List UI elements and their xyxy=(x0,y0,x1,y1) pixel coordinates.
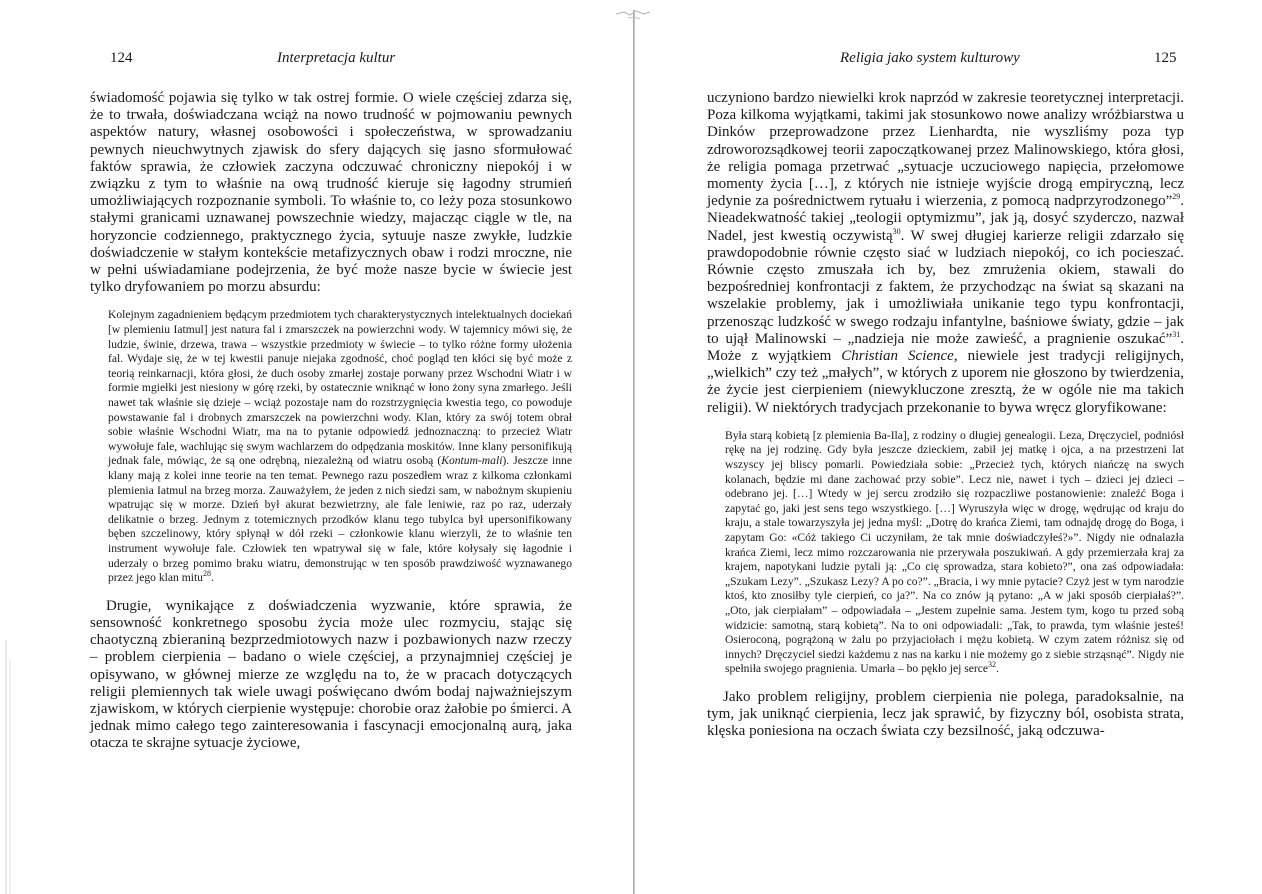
paragraph: Jako problem religijny, problem cierpienia nie polega, paradoksalnie, na tym, jak uniknąć cierpienia, lecz jak sprawić, by fizyczny ból, osobista strata, klęska poniesiona na oczach świata czy bezsilność, jaką odczuwa- xyxy=(707,688,1184,740)
footnote-ref: 30 xyxy=(892,226,901,236)
footnote-ref: 32 xyxy=(988,660,997,670)
book-gutter xyxy=(633,10,635,894)
quote-italic-term: Kontum-mali xyxy=(441,454,503,468)
paragraph xyxy=(707,90,1184,417)
page-body xyxy=(707,90,1184,741)
page-number: 124 xyxy=(110,50,133,66)
quote-text: ). Jeszcze inne klany mają z kolei inne teorie na ten temat. Pewnego razu poszedłem wraz z kilkoma członkami plemienia Iatmul na brzeg morza. Zauważyłem, że jeden z nich siedzi sam, w nabożnym skupieniu wpatrując się w morze. Dzień był akurat bezwietrzny, ale fale leniwie, raz po raz, uderzały delikatnie o brzeg. Jednym z totemicznych przodków klanu tego tubylca był upersonifikowany bęben szczelinowy, który spłynął w dół rzeki – członkowie klanu wierzyli, że to właśnie ten instrument wywołuje fale. Człowiek ten wpatrywał się w fale, które kołysały się łagodnie i uderzały o brzeg pomimo braku wiatru, demonstrując w ten sposób prawdziwość wyznawanego przez jego klan mitu xyxy=(108,454,572,585)
footnote-ref: 31 xyxy=(1172,329,1181,339)
footnote-ref: 28 xyxy=(202,569,211,579)
quote-text: Kolejnym zagadnieniem będącym przedmiotem tych charakterystycznych intelektualnych dociekań [w plemieniu Iatmul] jest natura fal i zmarszczek na powierzchni wody. W tajemnicy mówi się, że ludzie, świnie, drzewa, trawa – wszystkie przedmioty w świecie – to tylko różne formy ułożenia fal. Wydaje się, że w tej kwestii panuje niejaka zgodność, choć pogląd ten kłóci się być może z teorią reinkarnacji, która głosi, że duch osoby zmarłej zostaje porwany przez Wschodni Wiatr i w formie mgiełki jest niesiony w górę rzeki, by ostatecznie wniknąć w łono żony syna zmarłego. Jeśli nawet tak właśnie się dzieje – wciąż pozostaje nam do rozstrzygnięcia kwestia tego, co powoduje powstawanie fal i drobnych zmarszczek na powierzchni wody. Klan, który za swój totem obrał sobie właśnie Wschodni Wiatr, ma na to pytanie odpowiedź jednoznaczną: to przecież Wiatr wywołuje fale, wachlując się swym wachlarzem do odpędzania moskitów. Inne klany personifikują jednak fale, mówiąc, że są one odrębną, niezależną od wiatru osobą ( xyxy=(108,308,572,468)
italic-term: Christian Science xyxy=(841,348,954,365)
footnote-ref: 29 xyxy=(1172,192,1181,202)
paragraph: świadomość pojawia się tylko w tak ostrej formie. O wiele częściej zdarza się, że to trwała, doświadczana wciąż na nowo trudność w pojmowaniu pewnych aspektów natury, własnej osobowości i społeczeństwa, w sprowadzaniu pewnych nieuchwytnych zjawisk do sfery dających się jasno sformułować faktów sprawia, że człowiek zaczyna odczuwać chroniczny niepokój i w związku z tym to właśnie na ową trudność kieruje się łagodny strumień umożliwiających rozpoznanie symboli. To właśnie to, co leży poza stosunkowo stałymi granicami uznawanej powszechnie wiedzy, majacząc ciągle w tle, na horyzoncie codziennego, praktycznego życia, sytuuje nasze zwykłe, ludzkie doświadczenie w stałym kontekście metafizycznych obaw i rodzi mroczne, nie w pełni uświadamiane podejrzenia, że być może nasze bycie w świecie jest tylko dryfowaniem po morzu absurdu: xyxy=(90,90,572,296)
running-head: Interpretacja kultur xyxy=(277,50,396,66)
paragraph-text: uczyniono bardzo niewielki krok naprzód w zakresie teoretycznej interpretacji. Poza kilkoma wyjątkami, takimi jak stosunkowo nowe analizy wróżbiarstwa u Dinków przeprowadzone przez Lienhardta, nie wyszliśmy poza typ zdroworozsądkowej teorii zapoczątkowanej przez Malinowskiego, która głosi, że religia pomaga przetrwać „sytuacje uczuciowego napięcia, przełomowe momenty życia […], z których nie istnieje wyjście drogą empiryczną, lecz jedynie za pośrednictwem rytuału i wierzenia, z pomocą nadprzyrodzonego” xyxy=(707,90,1184,210)
block-quote: Kolejnym zagadnieniem będącym przedmiotem tych charakterystycznych intelektualnych dociekań [w plemieniu Iatmul] jest natura fal i zmarszczek na powierzchni wody. W tajemnicy mówi się, że ludzie, świnie, drzewa, trawa – wszystkie przedmioty w świecie – to tylko różne formy ułożenia fal. Wydaje się, że w tej kwestii panuje niejaka zgodność, choć pogląd ten kłóci się być może z teorią reinkarnacji, która głosi, że duch osoby zmarłej zostaje porwany przez Wschodni Wiatr i w formie mgiełki jest niesiony w górę rzeki, by ostatecznie wniknąć w łono żony syna zmarłego. Jeśli nawet tak właśnie się dzieje – wciąż pozostaje nam do rozstrzygnięcia kwestia tego, co powoduje powstawanie fal i drobnych zmarszczek na powierzchni wody. Klan, który za swój totem obrał sobie właśnie Wschodni Wiatr, ma na to pytanie odpowiedź jednoznaczną: to przecież Wiatr wywołuje fale, wachlując się swym wachlarzem do odpędzania moskitów. Inne klany personifikują jednak fale, mówiąc, że są one odrębną, niezależną od wiatru osobą (Kontum-mali). Jeszcze inne klany mają z kolei inne teorie na ten temat. Pewnego razu poszedłem wraz z kilkoma członkami plemienia Iatmul na brzeg morza. Zauważyłem, że jeden z nich siedzi sam, w nabożnym skupieniu wpatrując się w morze. Dzień był akurat bezwietrzny, ale fale leniwie, raz po raz, uderzały delikatnie o brzeg. Jednym z totemicznych przodków klanu tego tubylca był upersonifikowany bęben szczelinowy, który spłynął w dół rzeki – członkowie klanu wierzyli, że to właśnie ten instrument wywołuje fale. Człowiek ten wpatrywał się w fale, które kołysały się łagodnie i uderzały o brzeg pomimo braku wiatru, demonstrując w ten sposób prawdziwość wyznawanego przez jego klan mitu$^{28}$. xyxy=(108,308,572,585)
right-page xyxy=(640,0,1262,894)
page-number: 125 xyxy=(1154,50,1177,66)
paragraph-text: . W swej długiej karierze religii zdarzało się prawdopodobnie równie często siać w ludziach niepokój, co ich pocieszać. Równie często zmuszała ich by, bez zmrużenia okiem, stawali do bezpośredniej konfrontacji z faktem, że przychodząc na świat są skazani na wszelakie problemy, jak i umożliwiała unikanie tego typu konfrontacji, przenosząc ludzkość w swego rodzaju infantylne, baśniowe światy, gdzie – jak to ujął Malinowski – „nadzieja nie może zawieść, a pragnienie oszukać” xyxy=(707,227,1184,347)
paragraph-text: . Nieadekwatność takiej „teologii optymizmu”, jak ją, dosyć szyderczo, nazwał Nadel, jest kwestią oczywistą xyxy=(707,193,1184,244)
quote-text: Była starą kobietą [z plemienia Ba-Ila], z rodziny o długiej genealogii. Leza, Dręczyciel, podniósł rękę na jej rodzinę. Gdy była jeszcze dzieckiem, zabił jej matkę i ojca, a na przestrzeni lat wszyscy jej bliscy pomarli. Powiedziała sobie: „Przecież tych, których niańczę na swych kolanach, będzie mi dane zachować przy sobie”. Lecz nie, nawet i tych – dzieci jej dzieci – odebrano jej. […] Wtedy w jej sercu zrodziło się rozpaczliwe postanowienie: znaleźć Boga i zapytać go, jaki jest sens tego wszystkiego. […] Wyruszyła więc w drogę, wędrując od kraju do kraju, a stale towarzyszyła jej jedna myśl: „Dotrę do krańca Ziemi, tam odnajdę drogę do Boga, i zapytam Go: «Cóż takiego Ci uczyniłam, że tak mnie doświadczyłeś?»”. Nigdy nie odnalazła krańca Ziemi, lecz mimo rozczarowania nie przerywała poszukiwań. A gdy przemierzała kraj za krajem, napotykani ludzie pytali ją: „Co cię sprowadza, stara kobieto?”, ona zaś odpowiadała: „Szukam Lezy”. „Szukasz Lezy? A po co?”. „Bracia, i wy mnie pytacie? Czyż jest w tym narodzie ktoś, kto znosiłby tyle cierpień, co ja?”. Na co znów ją pytano: „A w jaki sposób cierpiałaś?”. „Oto, jak cierpiałam” – odpowiadała – „Jestem zupełnie sama. Jestem tym, kogo tu przed sobą widzicie: samotną, starą kobietą”. Na to oni odpowiadali: „Tak, to prawda, tym właśnie jesteś! Osieroconą, pogrążoną w żalu po przyjaciołach i mężu kobietą. W czym zatem różnisz się od innych? Dręczyciel siedzi każdemu z nas na karku i nie możemy go z siebie strząsnąć”. Nigdy nie spełniła swojego pragnienia. Umarła – bo pękło jej serce xyxy=(725,428,1184,676)
running-head: Religia jako system kulturowy xyxy=(840,50,1020,66)
page-body xyxy=(90,90,572,753)
block-quote: Była starą kobietą [z plemienia Ba-Ila], z rodziny o długiej genealogii. Leza, Dręczyciel, podniósł rękę na jej rodzinę. Gdy była jeszcze dzieckiem, zabił jej matkę i ojca, a na przestrzeni lat wszyscy jej bliscy pomarli. Powiedziała sobie: „Przecież tych, których niańczę na swych kolanach, będzie mi dane zachować przy sobie”. Lecz nie, nawet i tych – dzieci jej dzieci – odebrano jej. […] Wtedy w jej sercu zrodziło się rozpaczliwe postanowienie: znaleźć Boga i zapytać go, jaki jest sens tego wszystkiego. […] Wyruszyła więc w drogę, wędrując od kraju do kraju, a stale towarzyszyła jej jedna myśl: „Dotrę do krańca Ziemi, tam odnajdę drogę do Boga, i zapytam Go: «Cóż takiego Ci uczyniłam, że tak mnie doświadczyłeś?»”. Nigdy nie odnalazła krańca Ziemi, lecz mimo rozczarowania nie przerywała poszukiwań. A gdy przemierzała kraj za krajem, napotykani ludzie pytali ją: „Co cię sprowadza, stara kobieto?”, ona zaś odpowiadała: „Szukam Lezy”. „Szukasz Lezy? A po co?”. „Bracia, i wy mnie pytacie? Czyż jest w tym narodzie ktoś, kto znosiłby tyle cierpień, co ja?”. Na co znów ją pytano: „A w jaki sposób cierpiałaś?”. „Oto, jak cierpiałam” – odpowiadała – „Jestem zupełnie sama. Jestem tym, kogo tu przed sobą widzicie: samotną, starą kobietą”. Na to oni odpowiadali: „Tak, to prawda, tym właśnie jesteś! Osieroconą, pogrążoną w żalu po przyjaciołach i mężu kobietą. W czym zatem różnisz się od innych? Dręczyciel siedzi każdemu z nas na karku i nie możemy go z siebie strząsnąć”. Nigdy nie spełniła swojego pragnienia. Umarła – bo pękło jej serce$^{32}$. xyxy=(725,428,1184,676)
paragraph: Drugie, wynikające z doświadczenia wyzwanie, które sprawia, że sensowność konkretnego sposobu życia może ulec rozmyciu, stając się chaotyczną zbieraniną bezprzedmiotowych nazw i pozbawionych nazw rzeczy – problem cierpienia – badano o wiele częściej, a przynajmniej częściej je opisywano, w głównej mierze ze względu na to, że w pracach dotyczących religii plemiennych tak wiele uwagi poświęcano dwóm bodaj najważniejszym zjawiskom, w których cierpienie występuje: chorobie oraz żałobie po śmierci. A jednak mimo całego tego zainteresowania i fascynacji emocjonalną aurą, jaka otacza te skrajne sytuacje życiowe, xyxy=(90,597,572,752)
paragraph-text: , niewiele jest tradycji religijnych, „wielkich” czy też „małych”, w których z uporem nie głoszono by twierdzenia, że życie jest cierpieniem (niewykluczone zresztą, że w ogóle nie ma takich religii). W niektórych tradycjach przekonanie to bywa wręcz gloryfikowane: xyxy=(707,348,1184,416)
left-page xyxy=(0,0,625,894)
paragraph-text: . Może z wyjątkiem xyxy=(707,330,1184,365)
